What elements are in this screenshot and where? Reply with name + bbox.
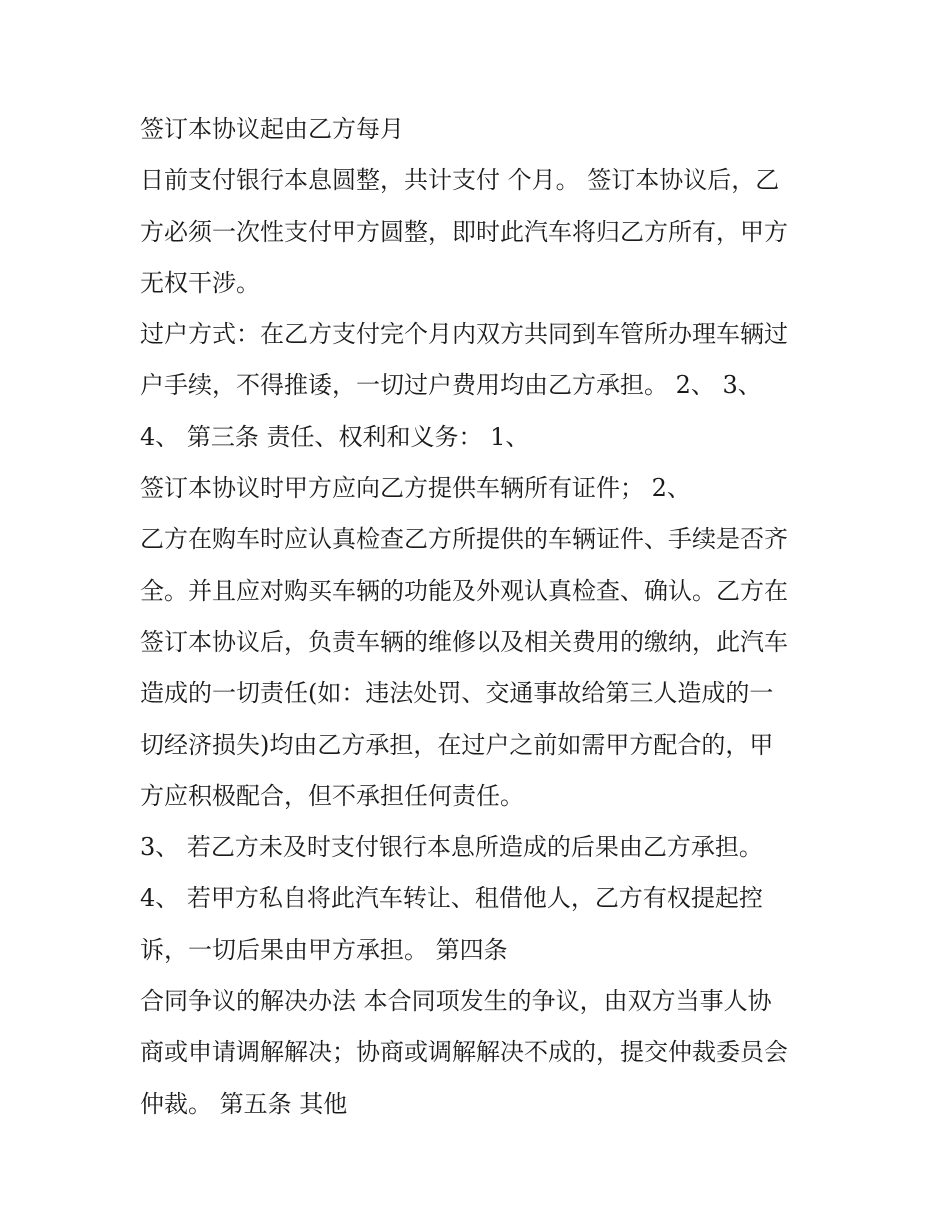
text-line-5: 过户方式：在乙方支付完个月内双方共同到车管所办理车辆过 xyxy=(140,320,788,349)
text-line-16: 4、 若甲方私自将此汽车转让、租借他人，乙方有权提起控 xyxy=(140,884,763,913)
text-line-10: 全。并且应对购买车辆的功能及外观认真检查、确认。乙方在 xyxy=(140,576,788,605)
text-line-3: 方必须一次性支付甲方圆整，即时此汽车将归乙方所有，甲方 xyxy=(140,217,788,246)
text-line-15: 3、 若乙方未及时支付银行本息所造成的后果由乙方承担。 xyxy=(140,833,763,862)
text-line-17: 诉，一切后果由甲方承担。 第四条 xyxy=(140,935,508,964)
text-line-13: 切经济损失)均由乙方承担，在过户之前如需甲方配合的，甲 xyxy=(140,730,774,759)
text-line-7: 4、 第三条 责任、权利和义务： 1、 xyxy=(140,422,530,451)
text-line-9: 乙方在购车时应认真检查乙方所提供的车辆证件、手续是否齐 xyxy=(140,525,788,554)
contract-text-body xyxy=(140,104,820,1130)
text-line-11: 签订本协议后，负责车辆的维修以及相关费用的缴纳，此汽车 xyxy=(140,627,788,656)
text-line-6: 户手续，不得推诿，一切过户费用均由乙方承担。 2、 3、 xyxy=(140,371,762,400)
text-line-1: 签订本协议起由乙方每月 xyxy=(140,115,404,143)
text-line-8: 签订本协议时甲方应向乙方提供车辆所有证件； 2、 xyxy=(140,474,691,503)
text-line-4: 无权干涉。 xyxy=(140,268,260,297)
text-line-12: 造成的一切责任(如：违法处罚、交通事故给第三人造成的一 xyxy=(140,679,774,708)
text-line-2: 日前支付银行本息圆整，共计支付 个月。 签订本协议后，乙 xyxy=(140,166,780,195)
text-line-20: 仲裁。 第五条 其他 xyxy=(140,1089,348,1118)
text-line-14: 方应积极配合，但不承担任何责任。 xyxy=(140,781,524,810)
text-line-18: 合同争议的解决办法 本合同项发生的争议，由双方当事人协 xyxy=(140,987,772,1016)
text-line-19: 商或申请调解解决；协商或调解解决不成的，提交仲裁委员会 xyxy=(140,1038,788,1067)
